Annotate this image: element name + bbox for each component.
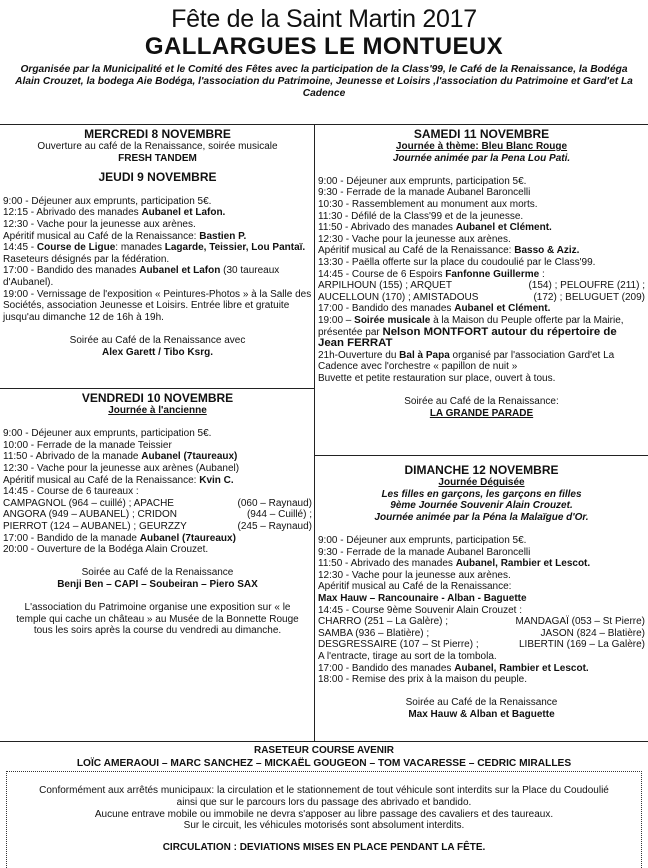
right-section-rule xyxy=(314,455,648,456)
samedi-event: 13:30 - Paëlla offerte sur la place du coudoulié par le Class'99. xyxy=(318,256,596,268)
dimanche-event: 17:00 - Bandido des manades Aubanel, Rambier et Lescot. xyxy=(318,662,589,674)
dimanche-aperitif-artists: Max Hauw – Rancounaire - Alban - Baguette xyxy=(318,592,527,604)
organisers-line: Organisée par la Municipalité et le Comité des Fêtes avec la participation de la Class'99, le Café de la Renaissance, la Bodéga Alain Crouzet, la bodega Aie Bodéga, l'association du Patrimoine, Jeunesse et Loisirs ,l'association du Patrimoine et Gard'et La Cadence xyxy=(15,64,633,99)
vendredi-event: 9:00 - Déjeuner aux emprunts, participation 5€. xyxy=(3,428,212,440)
programme-grid xyxy=(0,124,648,742)
dimanche-theme-line: 9ème Journée Souvenir Alain Crouzet. xyxy=(390,500,573,512)
samedi-event: 9:00 - Déjeuner aux emprunts, participation 5€. xyxy=(318,175,527,187)
vendredi-bull-row: ANGORA (949 – AUBANEL) ; CRIDON (944 – Cuillé) ; xyxy=(3,509,312,521)
dimanche-bull-row: SAMBA (936 – Blatière) ; JASON (824 – Blatière) xyxy=(318,627,645,639)
dimanche-theme: Journée Déguisée xyxy=(438,477,525,488)
dimanche-soiree-artists: Max Hauw & Alban et Baguette xyxy=(408,708,555,720)
dimanche-soiree-label: Soirée au Café de la Renaissance xyxy=(405,697,558,709)
left-top-column xyxy=(3,127,312,358)
jeudi-event: 12:30 - Vache pour la jeunesse aux arènes. xyxy=(3,218,196,230)
vendredi-bull-row: PIERROT (124 – AUBANEL) ; GEURZZY (245 – Raynaud) xyxy=(3,520,312,532)
jeudi-soiree-label: Soirée au Café de la Renaissance avec xyxy=(69,334,246,346)
dimanche-event: 12:30 - Vache pour la jeunesse aux arènes. xyxy=(318,569,511,581)
dimanche-theme-line: Journée animée par la Péna la Malaïgue d'Or. xyxy=(374,511,589,523)
grid-bottom-rule xyxy=(0,741,648,742)
vendredi-event: Apéritif musical au Café de la Renaissance: Kvin C. xyxy=(3,474,234,486)
vendredi-event: 17:00 - Bandido de la manade Aubanel (7taureaux) xyxy=(3,532,236,544)
dimanche-event: Apéritif musical au Café de la Renaissance: xyxy=(318,581,512,593)
dimanche-event: 9:30 - Ferrade de la manade Aubanel Baroncelli xyxy=(318,546,531,558)
vendredi-theme: Journée à l'ancienne xyxy=(108,405,207,416)
poster-header xyxy=(0,5,648,100)
mercredi-band: FRESH TANDEM xyxy=(118,152,197,164)
day-heading-mercredi: MERCREDI 8 NOVEMBRE xyxy=(84,127,231,141)
samedi-bull-row: ARPILHOUN (155) ; ARQUET (154) ; PELOUFRE (211) ; xyxy=(318,280,645,292)
samedi-event: 10:30 - Rassemblement au monument aux morts. xyxy=(318,198,538,210)
municipal-notice-box xyxy=(6,771,642,868)
day-heading-vendredi: VENDREDI 10 NOVEMBRE xyxy=(81,391,234,405)
samedi-animation: Journée animée par la Pena Lou Pati. xyxy=(392,152,571,164)
right-bottom-column xyxy=(318,463,645,720)
dimanche-event: 11:50 - Abrivado des manades Aubanel, Rambier et Lescot. xyxy=(318,558,591,570)
mercredi-line-1: Ouverture au café de la Renaissance, soirée musicale xyxy=(37,141,278,152)
jeudi-event: 9:00 - Déjeuner aux emprunts, participation 5€. xyxy=(3,195,212,207)
dimanche-bull-row: DESGRESSAIRE (107 – St Pierre) ; LIBERTIN (169 – La Galère) xyxy=(318,639,645,651)
jeudi-soiree-artists: Alex Garett / Tibo Ksrg. xyxy=(102,346,213,358)
grid-top-right-rule xyxy=(314,124,648,125)
vendredi-event: 11:50 - Abrivado de la manade Aubanel (7taureaux) xyxy=(3,451,238,463)
day-heading-dimanche: DIMANCHE 12 NOVEMBRE xyxy=(404,463,559,477)
jeudi-event: 14:45 - Course de Ligue: manades Lagarde, Teissier, Lou Pantaï. Raseteurs désignés par la fédération. xyxy=(3,242,306,265)
dimanche-theme-line: Les filles en garçons, les garçons en filles xyxy=(381,488,582,500)
dimanche-event: 9:00 - Déjeuner aux emprunts, participation 5€. xyxy=(318,534,527,546)
samedi-bull-row: AUCELLOUN (170) ; AMISTADOUS (172) ; BELUGUET (209) xyxy=(318,291,645,303)
vendredi-event: 12:30 - Vache pour la jeunesse aux arènes (Aubanel) xyxy=(3,462,240,474)
raseteurs-names: LOÏC AMERAOUI – MARC SANCHEZ – MICKAËL GOUGEON – TOM VACARESSE – CEDRIC MIRALLES xyxy=(76,758,572,769)
dimanche-event: 18:00 - Remise des prix à la maison du peuple. xyxy=(318,674,528,686)
town-title: GALLARGUES LE MONTUEUX xyxy=(144,33,504,60)
day-heading-jeudi: JEUDI 9 NOVEMBRE xyxy=(98,170,217,185)
patrimoine-exhibition-note: L'association du Patrimoine organise une exposition sur « le temple qui cache un château » au Musée de la Bonnette Rouge tous les soirs après la course du vendredi au dimanche. xyxy=(16,602,299,637)
event-title: Fête de la Saint Martin 2017 xyxy=(171,5,477,33)
jeudi-event: Apéritif musical au Café de la Renaissance: Bastien P. xyxy=(3,230,247,242)
vendredi-bull-row: CAMPAGNOL (964 – cuillé) ; APACHE (060 – Raynaud) xyxy=(3,497,312,509)
jeudi-event: 17:00 - Bandido des manades Aubanel et Lafon (30 taureaux d'Aubanel). xyxy=(3,265,280,288)
samedi-event: 9:30 - Ferrade de la manade Aubanel Baroncelli xyxy=(318,187,531,199)
samedi-event: 19:00 – Soirée musicale à la Maison du Peuple offerte par la Mairie, présentée par Nelson MONTFORT autour du répertoire de Jean FERRAT xyxy=(318,314,624,350)
samedi-event: 17:00 - Bandido des manades Aubanel et Clément. xyxy=(318,303,551,315)
samedi-event: 14:45 - Course de 6 Espoirs Fanfonne Guillerme : xyxy=(318,268,545,280)
grid-top-left-rule xyxy=(0,124,314,125)
dimanche-bull-row: CHARRO (251 – La Galère) ; MANDAGAÏ (053 – St Pierre) xyxy=(318,616,645,628)
samedi-theme: Journée à thème: Bleu Blanc Rouge xyxy=(395,141,568,152)
samedi-event: Buvette et petite restauration sur place, ouvert à tous. xyxy=(318,372,556,384)
samedi-event: 12:30 - Vache pour la jeunesse aux arènes. xyxy=(318,233,511,245)
samedi-soiree-artists: LA GRANDE PARADE xyxy=(429,407,534,419)
column-divider xyxy=(314,124,315,741)
vendredi-soiree-label: Soirée au Café de la Renaissance xyxy=(81,567,234,579)
vendredi-event: 10:00 - Ferrade de la manade Teissier xyxy=(3,439,172,451)
raseteurs-title: RASETEUR COURSE AVENIR xyxy=(253,745,394,756)
municipal-notice-text: Conformément aux arrêtés municipaux: la circulation et le stationnement de tout véhicule sont interdits sur la Place du Coudoulié ainsi que sur le parcours lors du passage des abrivado et bandido. Aucune entrave mobile ou immobile ne devra s'apposer au libre passage des cavaliers et des taureaux. Sur le circuit, les véhicules motorisés sont absolument interdits. xyxy=(39,785,609,832)
jeudi-event: 12:15 - Abrivado des manades Aubanel et Lafon. xyxy=(3,207,226,219)
dimanche-event: A l'entracte, tirage au sort de la tombola. xyxy=(318,650,497,662)
samedi-event: 21h-Ouverture du Bal à Papa organisé par l'association Gard'et La Cadence avec l'orchestre « papillon de nuit » xyxy=(318,349,615,373)
vendredi-event: 14:45 - Course de 6 taureaux : xyxy=(3,486,139,498)
right-top-column xyxy=(318,127,645,419)
jeudi-event: 19:00 - Vernissage de l'exposition « Peintures-Photos » à la Salle des Sociétés, association Jeunesse et Loisirs. Entrée libre et gratuite jusqu'au dimanche 12 de 16h à 19h. xyxy=(3,288,312,323)
left-section-rule xyxy=(0,388,314,389)
samedi-event: 11:50 - Abrivado des manades Aubanel et Clément. xyxy=(318,222,552,234)
samedi-event: Apéritif musical au Café de la Renaissance: Basso & Aziz. xyxy=(318,245,580,257)
samedi-soiree-label: Soirée au Café de la Renaissance: xyxy=(404,396,559,408)
vendredi-soiree-artists: Benji Ben – CAPI – Soubeiran – Piero SAX xyxy=(57,578,258,590)
left-bottom-column xyxy=(3,391,312,637)
circulation-notice: CIRCULATION : DEVIATIONS MISES EN PLACE PENDANT LA FÊTE. xyxy=(162,842,486,854)
samedi-event: 11:30 - Défilé de la Class'99 et de la jeunesse. xyxy=(318,210,524,222)
poster-footer xyxy=(0,745,648,854)
vendredi-event: 20:00 - Ouverture de la Bodéga Alain Crouzet. xyxy=(3,544,209,556)
day-heading-samedi: SAMEDI 11 NOVEMBRE xyxy=(413,127,550,141)
dimanche-event: 14:45 - Course 9ème Souvenir Alain Crouzet : xyxy=(318,604,522,616)
